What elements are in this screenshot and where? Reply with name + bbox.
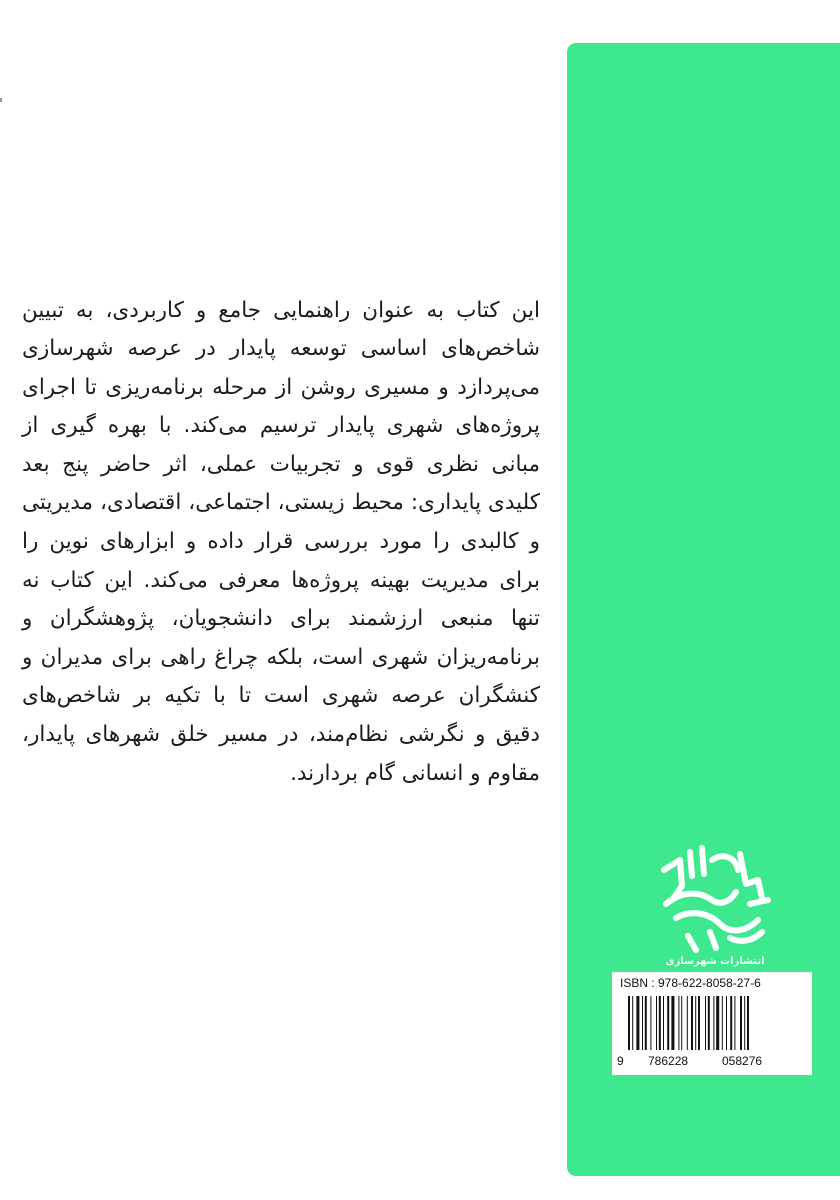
barcode-bar — [656, 996, 657, 1050]
barcode-digits-left: 786228 — [648, 1054, 689, 1068]
edge-mark — [0, 98, 2, 102]
barcode-digit-first: 9 — [617, 1054, 624, 1068]
book-description: این کتاب به عنوان راهنمایی جامع و کاربردی، به تبیین شاخص‌های اساسی توسعه پایدار در عرصه شهرسازی می‌پردازد و مسیری روشن از مرحله برنامه‌ریزی تا اجرای پروژه‌های شهری پایدار ترسیم می‌کند. با بهره گیری از مبانی نظری قوی و تجربیات عملی، اثر حاضر پنج بعد کلیدی پایداری: محیط زیستی، اجتماعی، اقتصادی، مدیریتی و کالبدی را مورد بررسی قرار داده و ابزارهای نوین را برای مدیریت بهینه پروژه‌ها معرفی می‌کند. این کتاب نه تنها منبعی ارزشمند برای دانشجویان، پژوهشگران و برنامه‌ریزان شهری است، بلکه چراغ راهی برای مدیران و کنشگران عرصه شهری است تا با تکیه بر شاخص‌های دقیق و نگرشی نظام‌مند، در مسیر خلق شهرهای پایدار، مقاوم و انسانی گام بردارند. — [22, 297, 540, 786]
publisher-name: انتشارات شهرسازی — [665, 956, 765, 967]
barcode-digits-right: 058276 — [722, 1054, 763, 1068]
barcode-bar — [698, 996, 700, 1050]
barcode-bar — [671, 996, 674, 1050]
barcode-bar — [726, 996, 727, 1050]
barcode-bar — [708, 996, 710, 1050]
barcode-bar — [667, 996, 669, 1050]
barcode-bar — [716, 996, 719, 1050]
barcode-bar — [740, 996, 742, 1050]
barcode-bar — [632, 996, 633, 1050]
barcode-bar — [747, 996, 749, 1050]
barcode-bar — [628, 996, 630, 1050]
barcode-bar — [650, 996, 651, 1050]
barcode-graphic — [628, 996, 804, 1050]
barcode-bar — [730, 996, 732, 1050]
barcode-bar — [705, 996, 706, 1050]
barcode-bar — [687, 996, 688, 1050]
barcode-bar — [636, 996, 639, 1050]
barcode-bar — [695, 996, 696, 1050]
barcode-bar — [642, 996, 643, 1050]
barcode-bar — [691, 996, 693, 1050]
barcode-bar — [681, 996, 682, 1050]
barcode-bar — [744, 996, 745, 1050]
barcode-bar — [678, 996, 679, 1050]
barcode-bar — [734, 996, 735, 1050]
barcode-bar — [722, 996, 723, 1050]
isbn-label: ISBN : 978-622-8058-27-6 — [620, 976, 761, 990]
barcode-bar — [645, 996, 647, 1050]
barcode-bar — [713, 996, 714, 1050]
isbn-barcode-box — [612, 972, 812, 1075]
barcode-bar — [659, 996, 661, 1050]
barcode-bar — [663, 996, 664, 1050]
